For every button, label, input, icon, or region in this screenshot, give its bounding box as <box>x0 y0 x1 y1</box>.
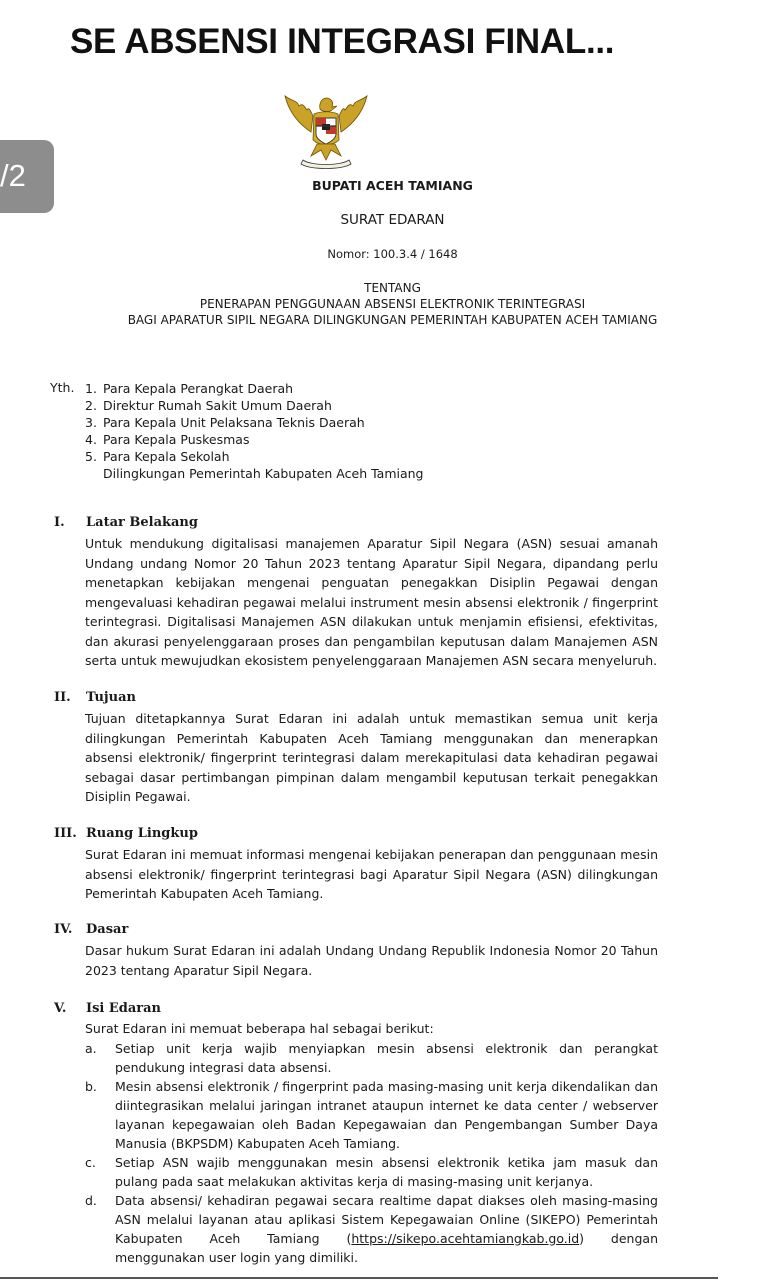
isi-edaran-list <box>85 1039 658 1267</box>
recipient-note: Dilingkungan Pemerintah Kabupaten Aceh Tamiang <box>103 466 424 481</box>
section-heading-latar-belakang: I. Latar Belakang <box>54 515 198 530</box>
section-body-dasar: Dasar hukum Surat Edaran ini adalah Undang Undang Republik Indonesia Nomor 20 Tahun 2023 tentang Aparatur Sipil Negara. <box>85 943 658 978</box>
section-heading-dasar: IV. Dasar <box>54 922 129 937</box>
recipient-label: Yth. <box>50 380 75 395</box>
recipient-list <box>85 380 424 482</box>
list-item: b. Mesin absensi elektronik / fingerprint pada masing-masing unit kerja dikendalikan dan diintegrasikan melalui jaringan intranet ataupun internet ke data center / webserver layanan kepegawaian oleh Badan Kepegawaian dan Pengembangan Sumber Daya Manusia (BKPSDM) Kabupaten Aceh Tamiang. <box>85 1079 658 1151</box>
section-heading-isi-edaran: V. Isi Edaran <box>54 1001 162 1016</box>
section-intro-isi-edaran: Surat Edaran ini memuat beberapa hal sebagai berikut: <box>85 1021 434 1036</box>
list-item: c. Setiap ASN wajib menggunakan mesin absensi elektronik ketika jam masuk dan pulang pada saat melakukan aktivitas kerja di masing-masing unit kerjanya. <box>85 1155 658 1189</box>
list-item: 5. Para Kepala Sekolah <box>85 449 230 464</box>
page-bottom-divider <box>0 1277 718 1279</box>
section-heading-tujuan: II. Tujuan <box>54 690 136 705</box>
list-item: 1. Para Kepala Perangkat Daerah <box>85 381 294 396</box>
section-heading-ruang-lingkup: III. Ruang Lingkup <box>54 826 198 841</box>
section-body-ruang-lingkup: Surat Edaran ini memuat informasi mengenai kebijakan penerapan dan penggunaan mesin absensi elektronik/ fingerprint terintegrasi bagi Aparatur Sipil Negara (ASN) dilingkungan Pemerintah Kabupaten Aceh Tamiang. <box>85 847 658 901</box>
subject-label: TENTANG <box>364 281 421 295</box>
section-body-tujuan: Tujuan ditetapkannya Surat Edaran ini adalah untuk memastikan semua unit kerja dilingkungan Pemerintah Kabupaten Aceh Tamiang menggunakan dan menerapkan absensi elektronik/ fingerprint terintegrasi dalam merekapitulasi data kehadiran pegawai sebagai dasar pertimbangan pimpinan dalam mengambil keputusan terkait penegakkan Disiplin Pegawai. <box>85 711 658 804</box>
subject-block <box>12 280 761 328</box>
subject-line: PENERAPAN PENGGUNAAN ABSENSI ELEKTRONIK TERINTEGRASI <box>199 297 586 311</box>
document-type: SURAT EDARAN <box>340 212 445 228</box>
sikepo-link[interactable]: https://sikepo.acehtamiangkab.go.id <box>351 1231 580 1246</box>
list-item: 4. Para Kepala Puskesmas <box>85 432 250 447</box>
list-item: d. Data absensi/ kehadiran pegawai secara realtime dapat diakses oleh masing-masing ASN melalui layanan atau aplikasi Sistem Kepegawaian Online (SIKEPO) Pemerintah Kabupaten Aceh Tamiang (https://sikepo.acehtamiangkab.go.id) dengan menggunakan user login yang dimiliki. <box>85 1193 658 1265</box>
list-item: 2. Direktur Rumah Sakit Umum Daerah <box>85 398 332 413</box>
list-item: a. Setiap unit kerja wajib menyiapkan mesin absensi elektronik dan perangkat pendukung integrasi data absensi. <box>85 1041 658 1075</box>
garuda-emblem-icon <box>281 92 371 174</box>
issuer-name: BUPATI ACEH TAMIANG <box>312 178 473 193</box>
page-indicator-badge: /2 <box>0 140 54 213</box>
document-number: Nomor: 100.3.4 / 1648 <box>327 247 458 261</box>
subject-line: BAGI APARATUR SIPIL NEGARA DILINGKUNGAN PEMERINTAH KABUPATEN ACEH TAMIANG <box>127 313 658 327</box>
list-item: 3. Para Kepala Unit Pelaksana Teknis Daerah <box>85 415 365 430</box>
document-title: SE ABSENSI INTEGRASI FINAL... <box>70 22 615 61</box>
section-body-latar-belakang: Untuk mendukung digitalisasi manajemen Aparatur Sipil Negara (ASN) sesuai amanah Undang undang Nomor 20 Tahun 2023 tentang Aparatur Sipil Negara, dipandang perlu menetapkan kebijakan mengenai penguatan penegakkan Disiplin Pegawai dengan mengevaluasi kehadiran pegawai melalui instrument mesin absensi elektronik / fingerprint terintegrasi. Digitalisasi Manajemen ASN dilakukan untuk menjamin efisiensi, efektivitas, dan akurasi penyelenggaraan proses dan pengambilan keputusan dalam Manajemen ASN serta untuk mewujudkan ekosistem penyelenggaraan Manajemen ASN secara menyeluruh. <box>85 536 658 668</box>
